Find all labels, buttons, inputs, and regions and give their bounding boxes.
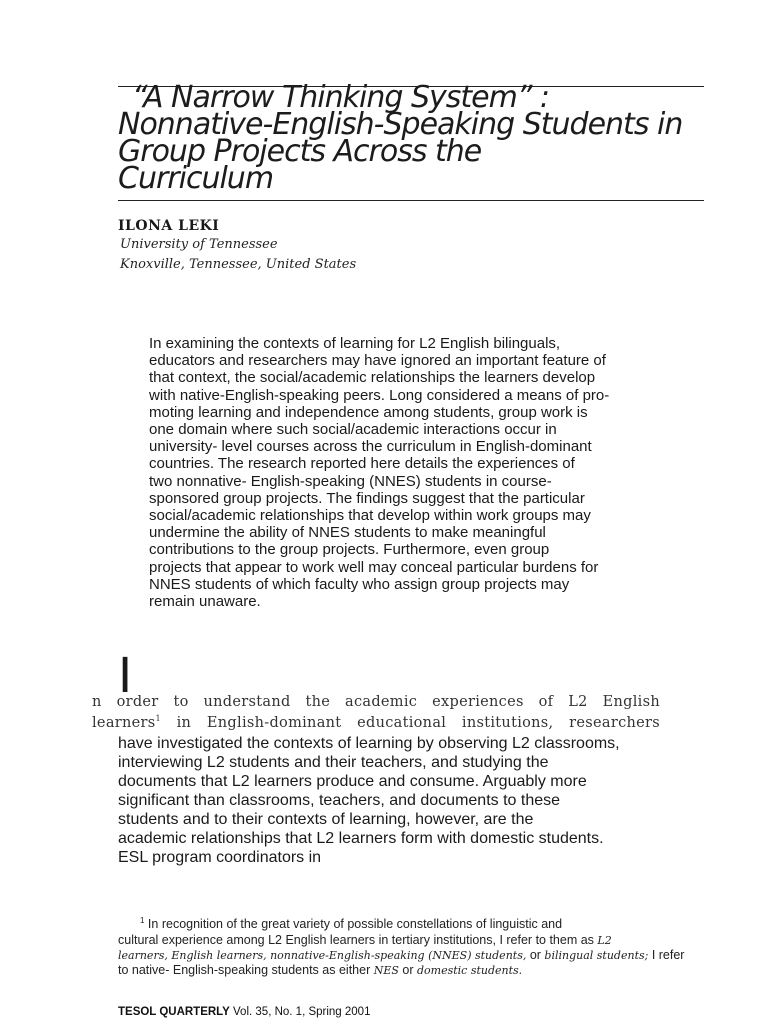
footnote-italic: L2 [597, 933, 612, 947]
abstract-line: undermine the ability of NNES students to make meaningful [149, 524, 546, 542]
journal-issue: Vol. 35, No. 1, Spring 2001 [229, 1006, 371, 1018]
abstract-line: NNES students of which faculty who assign group projects may [149, 575, 570, 593]
author-name: ILONA LEKI [118, 218, 220, 234]
title-line: Group Projects Across the [118, 134, 482, 169]
footnote-text: I refer [648, 947, 685, 962]
body-line: significant than classrooms, teachers, and documents to these [118, 792, 561, 809]
abstract-line: countries. The research reported here details the experiences of [149, 455, 575, 473]
footnote-mark: 1 [140, 916, 145, 925]
footnote-text: cultural experience among L2 English learners in tertiary institutions, I refer to them as [118, 932, 598, 947]
footnote-text: or [398, 963, 417, 978]
journal-name: TESOL QUARTERLY [118, 1006, 230, 1018]
footnote-text: to native- English-speaking students as either [118, 963, 374, 978]
footnote-italic: bilingual students; [544, 948, 649, 962]
abstract-line: moting learning and independence among students, group work is [149, 403, 588, 421]
body-text [118, 734, 718, 867]
abstract-line: remain unaware. [149, 593, 261, 611]
footnote-italic: domestic students. [416, 964, 523, 978]
affiliation-location: Knoxville, Tennessee, United States [120, 257, 357, 272]
abstract-line: In examining the contexts of learning for L2 English bilinguals, [149, 335, 561, 352]
abstract-line: contributions to the group projects. Furthermore, even group [149, 541, 550, 559]
drop-cap: I [118, 648, 133, 704]
article-title [118, 80, 708, 196]
body-line: documents that L2 learners produce and consume. Arguably more [118, 773, 587, 790]
body-line: academic relationships that L2 learners form with domestic students. [118, 830, 604, 847]
body-line: ESL program coordinators in [118, 849, 322, 866]
footnote-ref: 1 [155, 714, 161, 723]
title-line: “A Narrow Thinking System” : [132, 80, 550, 115]
abstract-line: two nonnative- English-speaking (NNES) students in course- [149, 472, 552, 490]
body-second-line [92, 714, 660, 731]
footnote-text: or [526, 947, 545, 962]
title-line: Nonnative-English-Speaking Students in [118, 107, 683, 142]
footnote-italic: learners, English learners, nonnative-English-speaking (NNES) students, [118, 948, 527, 962]
footnote-line [118, 913, 718, 933]
footnote-line [118, 963, 718, 978]
title-line: Curriculum [118, 161, 274, 196]
affiliation-university: University of Tennessee [120, 237, 278, 252]
journal-footer [118, 1006, 370, 1018]
abstract-line: one domain where such social/academic interactions occur in [149, 421, 557, 439]
abstract-line: that context, the social/academic relationships the learners develop [149, 369, 596, 387]
body-second-line-start: learners [92, 714, 156, 731]
footnote [118, 913, 718, 979]
abstract-line: sponsored group projects. The findings suggest that the particular [149, 489, 585, 507]
abstract-line: educators and researchers may have ignored an important feature of [149, 352, 606, 370]
body-line: students and to their contexts of learning, however, are the [118, 811, 534, 828]
footnote-line [118, 948, 718, 963]
footnote-line [118, 933, 718, 948]
footnote-italic: NES [373, 964, 399, 978]
abstract-line: social/academic relationships that develop within work groups may [149, 507, 591, 525]
body-first-line: n order to understand the academic experiences of L2 English [92, 694, 660, 710]
abstract-line: university- level courses across the curriculum in English-dominant [149, 438, 592, 456]
abstract-line: projects that appear to work well may conceal particular burdens for [149, 558, 599, 576]
body-second-line-rest: in English-dominant educational institutions, researchers [160, 714, 660, 731]
footnote-text: In recognition of the great variety of possible constellations of linguistic and [144, 917, 563, 932]
body-line: have investigated the contexts of learning by observing L2 classrooms, [118, 735, 620, 752]
abstract-line: with native-English-speaking peers. Long considered a means of pro- [149, 386, 610, 404]
abstract [149, 335, 679, 610]
body-line: interviewing L2 students and their teachers, and studying the [118, 754, 549, 771]
title-bottom-rule [118, 200, 704, 201]
